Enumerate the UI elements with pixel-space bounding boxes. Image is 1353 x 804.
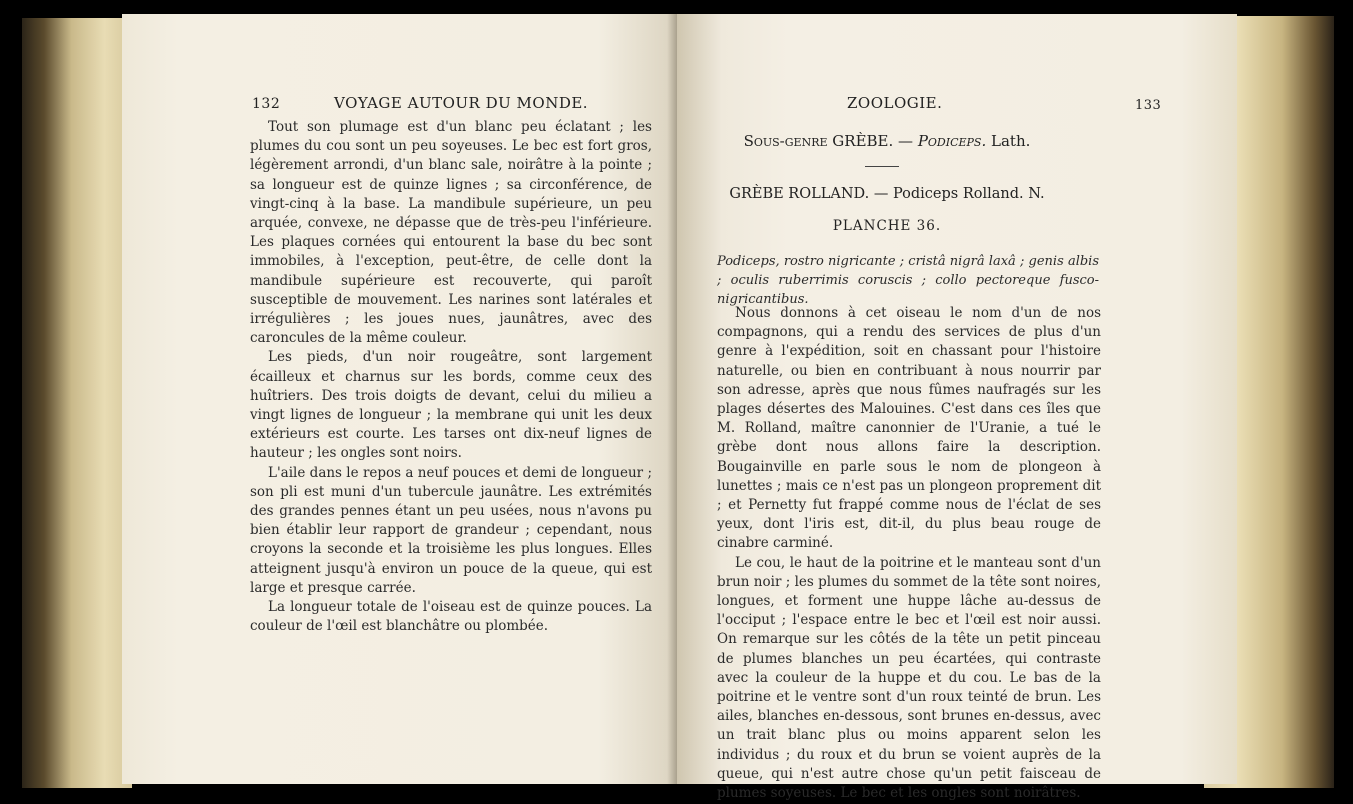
subgenus-latin: Podiceps. [917, 132, 987, 150]
subgenus-label: Sous-genre [743, 132, 828, 150]
left-body [250, 118, 652, 636]
left-paragraph-1: Tout son plumage est d'un blanc peu éclatant ; les plumes du cou sont un peu soyeuses. Le bec est fort gros, légèrement arrondi, d'un blanc sale, noirâtre à la pointe ; sa longueur est de quinze lignes ; sa circonférence, de vingt-cinq à la base. La mandibule supérieure, un peu arquée, convexe, ne dépasse que de très-peu l'inférieure. Les plaques cornées qui entourent la base du bec sont immobiles, à l'exception, peut-être, de celle dont la mandibule supérieure est recouverte, qui paroît susceptible de mouvement. Les narines sont latérales et irrégulières ; les joues nues, jaunâtres, avec des caroncules de la même couleur. [250, 119, 652, 347]
left-page [122, 14, 682, 784]
subgenus-name: GRÈBE. [832, 132, 894, 150]
open-book [22, 10, 1334, 802]
left-paragraph-4: La longueur totale de l'oiseau est de quinze pouces. La couleur de l'œil est blanchâtre ou plombée. [250, 599, 652, 635]
left-paragraph-3: L'aile dans le repos a neuf pouces et demi de longueur ; son pli est muni d'un tubercule jaunâtre. Les extrémités des grandes pennes étant un peu usées, nous n'avons pu bien établir leur rapport de grandeur ; cependant, nous croyons la seconde et la troisième les plus longues. Elles atteignent jusqu'à environ un pouce de la queue, qui est large et presque carrée. [250, 464, 652, 596]
subgenus-heading: Sous-genre GRÈBE. — Podiceps. Lath. [743, 132, 1031, 150]
right-page-number: 133 [1135, 98, 1162, 113]
left-paragraph-2: Les pieds, d'un noir rougeâtre, sont largement écailleux et charnus sur les bords, comme ceux des huîtriers. Des trois doigts de devant, celui du milieu a vingt lignes de longueur ; la membrane qui unit les deux extérieurs est courte. Les tarses ont dix-neuf lignes de hauteur ; les ongles sont noirs. [250, 349, 652, 462]
latin-diagnosis: Podiceps, rostro nigricante ; cristâ nigrâ laxâ ; genis albis ; oculis ruberrimis coruscis ; collo pectoreque fusco-nigricantibus. [717, 254, 1099, 307]
left-page-number: 132 [252, 96, 281, 112]
plate-number: PLANCHE 36. [832, 218, 942, 234]
left-page-edges [22, 18, 132, 788]
right-paragraph-1: Nous donnons à cet oiseau le nom d'un de nos compagnons, qui a rendu des services de plus d'un genre à l'expédition, soit en chassant pour l'histoire naturelle, ou bien en contribuant à nous nourrir par son adresse, après que nous fûmes naufragés sur les plages désertes des Malouines. C'est dans ces îles que M. Rolland, maître canonnier de l'Uranie, a tué le grèbe dont nous allons faire la description. Bougainville en parle sous le nom de plongeon à lunettes ; mais ce n'est pas un plongeon proprement dit ; et Pernetty fut frappé comme nous de l'éclat de ses yeux, dont l'iris est, dit-il, du plus beau rouge de cinabre carminé. [717, 305, 1101, 552]
right-paragraph-2: Le cou, le haut de la poitrine et le manteau sont d'un brun noir ; les plumes du sommet de la tête sont noires, longues, et forment une huppe lâche au-dessus de l'occiput ; l'espace entre le bec et l'œil est noir aussi. On remarque sur les côtés de la tête un petit pinceau de plumes blanches un peu écartées, qui contraste avec la couleur de la huppe et du cou. Le bas de la poitrine et le ventre sont d'un roux teinté de brun. Les ailes, blanches en-dessous, sont brunes en-dessus, avec un trait blanc plus ou moins apparent selon les individus ; du roux et du brun se voient auprès de la queue, qui n'est autre chose qu'un petit faisceau de plumes soyeuses. Le bec et les ongles sont noirâtres. [717, 554, 1101, 802]
species-title: GRÈBE ROLLAND. — Podiceps Rolland. N. [729, 186, 1045, 202]
ornament-rule [865, 166, 899, 167]
subgenus-author: Lath. [991, 132, 1031, 150]
right-body [717, 304, 1101, 803]
right-running-head: ZOOLOGIE. [847, 94, 943, 112]
left-running-head: VOYAGE AUTOUR DU MONDE. [334, 94, 589, 112]
right-page [677, 14, 1237, 802]
